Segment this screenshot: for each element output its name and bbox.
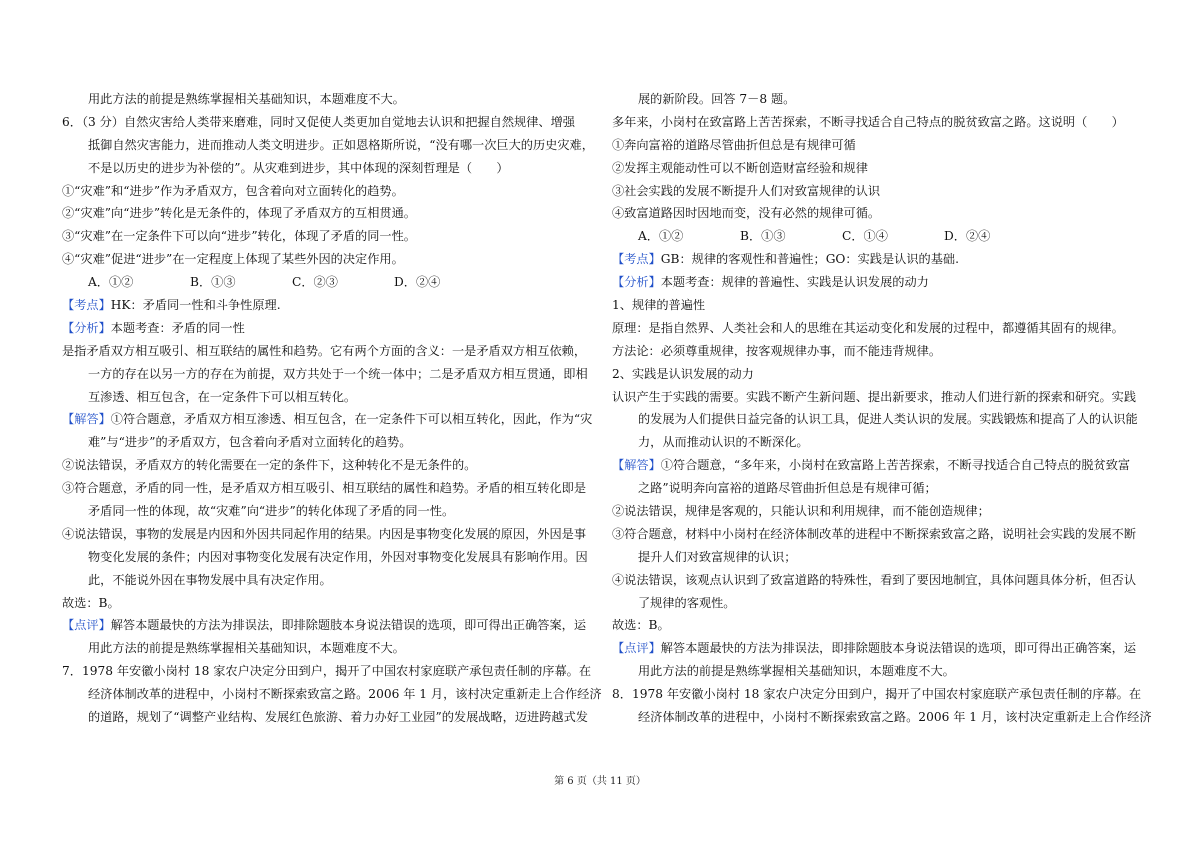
tag-bracket: 【 <box>612 252 625 267</box>
line-text: GB：规律的客观性和普遍性；GO：实践是认识的基础. <box>660 252 959 267</box>
text-line: ②发挥主观能动性可以不断创造财富经验和规律 <box>612 160 868 175</box>
answer-options <box>62 271 582 294</box>
tagged-line <box>612 637 1137 660</box>
text-line: 抵御自然灾害能力，进而推动人类文明进步。正如恩格斯所说，“没有哪一次巨大的历史灾难， <box>88 137 594 152</box>
text-line: 矛盾同一性的体现，故“灾难”向“进步”的转化体现了矛盾的同一性。 <box>88 504 455 519</box>
text-line: 的发展为人们提供日益完备的认识工具，促进人类认识的发展。实践锻炼和提高了人的认识能 <box>638 412 1138 427</box>
text-line: 不是以历史的进步为补偿的”。从灾难到进步，其中体现的深刻哲理是（ ） <box>88 160 509 175</box>
tag-bracket: 【 <box>612 458 625 473</box>
text-line: ③符合题意，材料中小岗村在经济体制改革的进程中不断探索致富之路，说明社会实践的发展不断 <box>612 526 1137 541</box>
answer-option: C．②③ <box>292 275 338 290</box>
tag-bracket: 】 <box>98 412 111 427</box>
line-text: ①符合题意，“多年来，小岗村在致富路上苦苦探索，不断寻找适合自己特点的脱贫致富 <box>660 458 1131 473</box>
tag-bracket: 【 <box>612 641 625 656</box>
section-tag: 考点 <box>624 252 649 267</box>
tagged-line <box>62 614 587 637</box>
text-line: 了规律的客观性。 <box>638 595 736 610</box>
tag-bracket: 【 <box>62 320 75 335</box>
text-line: 用此方法的前提是熟练掌握相关基础知识，本题难度不大。 <box>638 664 955 679</box>
text-line: 故选：B。 <box>612 618 670 633</box>
text-line: ①“灾难”和“进步”作为矛盾双方，包含着向对立面转化的趋势。 <box>62 183 404 198</box>
line-text: 本题考查：矛盾的同一性 <box>110 320 245 335</box>
answer-option: B．①③ <box>740 229 786 244</box>
answer-option: D．②④ <box>394 275 441 290</box>
text-line: 力，从而推动认识的不断深化。 <box>638 435 809 450</box>
text-line: 一方的存在以另一方的存在为前提，双方共处于一个统一体中；二是矛盾双方相互贯通，即相 <box>88 366 588 381</box>
section-tag: 考点 <box>74 298 99 313</box>
tag-bracket: 【 <box>62 412 75 427</box>
tag-bracket: 【 <box>62 618 75 633</box>
text-line: ③“灾难”在一定条件下可以向“进步”转化，体现了矛盾的同一性。 <box>62 229 416 244</box>
section-tag: 解答 <box>74 412 99 427</box>
text-line: 展的新阶段。回答 7－8 题。 <box>638 92 796 106</box>
text-line: ④说法错误，事物的发展是内因和外因共同起作用的结果。内因是事物变化发展的原因，外因是事 <box>62 526 587 541</box>
tag-bracket: 】 <box>648 252 661 267</box>
text-line: 是指矛盾双方相互吸引、相互联结的属性和趋势。它有两个方面的含义：一是矛盾双方相互依赖， <box>62 343 587 358</box>
text-line: ③符合题意，矛盾的同一性，是矛盾双方相互吸引、相互联结的属性和趋势。矛盾的相互转化即是 <box>62 481 587 496</box>
text-line: 8．1978 年安徽小岗村 18 家农户决定分田到户，揭开了中国农村家庭联产承包责任制的序幕。在 <box>612 687 1142 702</box>
text-line: 的道路，规划了“调整产业结构、发展红色旅游、着力办好工业园”的发展战略，迈进跨越式发 <box>88 710 588 725</box>
tag-bracket: 】 <box>648 275 661 290</box>
text-line: ①奔向富裕的道路尽管曲折但总是有规律可循 <box>612 137 856 152</box>
answer-options <box>612 225 1132 248</box>
tagged-line <box>62 317 582 340</box>
text-line: 1、规律的普遍性 <box>612 298 706 313</box>
text-line: 经济体制改革的进程中，小岗村不断探索致富之路。2006 年 1 月，该村决定重新走上合作经济 <box>88 687 602 702</box>
text-line: ②说法错误，矛盾双方的转化需要在一定的条件下，这种转化不是无条件的。 <box>62 458 477 473</box>
text-line: 方法论：必须尊重规律，按客观规律办事，而不能违背规律。 <box>612 343 942 358</box>
text-line: 认识产生于实践的需要。实践不断产生新问题、提出新要求，推动人们进行新的探索和研究。实践 <box>612 389 1137 404</box>
tagged-line <box>62 294 582 317</box>
text-line: 提升人们对致富规律的认识； <box>638 549 797 564</box>
answer-option: A．①② <box>88 275 134 290</box>
answer-option: C．①④ <box>842 229 888 244</box>
tag-bracket: 】 <box>648 458 661 473</box>
text-line: 此，不能说外因在事物发展中具有决定作用。 <box>88 572 332 587</box>
line-text: HK：矛盾同一性和斗争性原理. <box>110 298 281 313</box>
answer-option: D．②④ <box>944 229 991 244</box>
tag-bracket: 】 <box>98 618 111 633</box>
right-column <box>612 88 1152 729</box>
text-line: ③社会实践的发展不断提升人们对致富规律的认识 <box>612 183 881 198</box>
tagged-line <box>612 248 1132 271</box>
tag-bracket: 【 <box>62 298 75 313</box>
line-text: 解答本题最快的方法为排误法，即排除题肢本身说法错误的选项，即可得出正确答案，运 <box>110 618 587 633</box>
line-text: 本题考查：规律的普遍性、实践是认识发展的动力 <box>660 275 929 290</box>
text-line: 之路”说明奔向富裕的道路尽管曲折但总是有规律可循； <box>638 481 937 496</box>
text-line: 经济体制改革的进程中，小岗村不断探索致富之路。2006 年 1 月，该村决定重新走上合作经济 <box>638 710 1152 725</box>
text-line: 用此方法的前提是熟练掌握相关基础知识，本题难度不大。 <box>88 641 405 656</box>
tagged-line <box>612 271 1132 294</box>
tag-bracket: 】 <box>98 298 111 313</box>
text-line: 6．（3 分）自然灾害给人类带来磨难，同时又促使人类更加自觉地去认识和把握自然规律、增强 <box>62 114 575 129</box>
page-footer: 第 6 页（共 11 页） <box>554 776 646 787</box>
text-line: 多年来，小岗村在致富路上苦苦探索，不断寻找适合自己特点的脱贫致富之路。这说明（ ） <box>612 114 1124 129</box>
answer-option: A．①② <box>638 229 684 244</box>
text-line: ②“灾难”向“进步”转化是无条件的，体现了矛盾双方的互相贯通。 <box>62 206 416 221</box>
line-text: 解答本题最快的方法为排误法，即排除题肢本身说法错误的选项，即可得出正确答案，运 <box>660 641 1137 656</box>
section-tag: 分析 <box>624 275 649 290</box>
section-tag: 点评 <box>624 641 649 656</box>
left-column <box>62 88 602 729</box>
tagged-line <box>612 454 1132 477</box>
text-line: ②说法错误，规律是客观的，只能认识和利用规律，而不能创造规律； <box>612 504 990 519</box>
section-tag: 分析 <box>74 320 99 335</box>
tagged-line <box>62 408 593 431</box>
text-line: 7．1978 年安徽小岗村 18 家农户决定分田到户，揭开了中国农村家庭联产承包责任制的序幕。在 <box>62 664 592 679</box>
line-text: ①符合题意，矛盾双方相互渗透、相互包含，在一定条件下可以相互转化，因此，作为“灾 <box>110 412 593 427</box>
tag-bracket: 】 <box>648 641 661 656</box>
tag-bracket: 【 <box>612 275 625 290</box>
text-line: 难”与“进步”的矛盾双方，包含着向矛盾对立面转化的趋势。 <box>88 435 412 450</box>
text-line: 故选：B。 <box>62 595 120 610</box>
section-tag: 点评 <box>74 618 99 633</box>
tag-bracket: 】 <box>98 320 111 335</box>
text-line: 物变化发展的条件；内因对事物变化发展有决定作用，外因对事物变化发展具有影响作用。因 <box>88 549 588 564</box>
text-line: 用此方法的前提是熟练掌握相关基础知识，本题难度不大。 <box>88 92 405 106</box>
section-tag: 解答 <box>624 458 649 473</box>
answer-option: B．①③ <box>190 275 236 290</box>
text-line: 2、实践是认识发展的动力 <box>612 366 754 381</box>
text-line: 原理：是指自然界、人类社会和人的思维在其运动变化和发展的过程中，都遵循其固有的规律。 <box>612 320 1124 335</box>
text-line: ④“灾难”促进“进步”在一定程度上体现了某些外因的决定作用。 <box>62 252 404 267</box>
text-line: ④说法错误，该观点认识到了致富道路的特殊性，看到了要因地制宜，具体问题具体分析，但否认 <box>612 572 1137 587</box>
text-line: 互渗透、相互包含，在一定条件下可以相互转化。 <box>88 389 357 404</box>
text-line: ④致富道路因时因地而变，没有必然的规律可循。 <box>612 206 881 221</box>
